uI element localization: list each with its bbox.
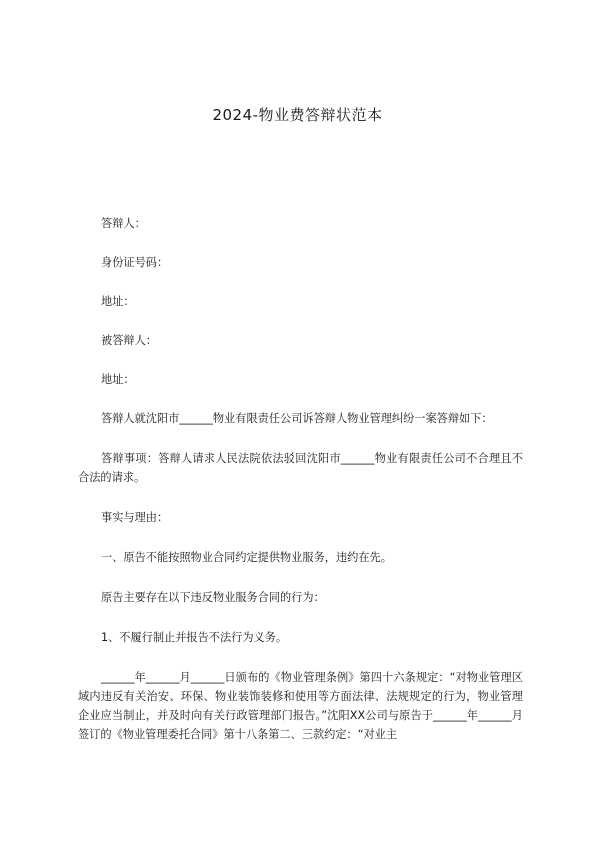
document-title: 2024-物业费答辩状范本 [212, 106, 383, 124]
paragraph-facts-heading: 事实与理由： [101, 511, 169, 524]
paragraph-respondent: 答辩人： [101, 217, 146, 230]
paragraph-item-one: 1、不履行制止并报告不法行为义务。 [101, 631, 288, 644]
paragraph-address: 地址： [101, 295, 135, 308]
paragraph-claims: 答辩事项：答辩人请求人民法院依法驳回沈阳市______物业有限责任公司不合理且不合法的请求。 [78, 452, 523, 484]
paragraph-regulation: ______年______月______日颁布的《物业管理条例》第四十六条规定：“对物业管理区域内违反有关治安、环保、物业装饰装修和使用等方面法律、法规规定的行为，物业管理企业应当制止，并及时向有关行政管理部门报告。”沈阳XX公司与原告于______年______月签订的《物业管理委托合同》第十八条第二、三款约定：“对业主 [78, 671, 523, 741]
paragraph-violations-intro: 原告主要存在以下违反物业服务合同的行为： [101, 591, 325, 604]
paragraph-plaintiff-address: 地址： [101, 373, 135, 386]
paragraph-id-number: 身份证号码： [101, 256, 169, 269]
paragraph-intro: 答辩人就沈阳市______物业有限责任公司诉答辩人物业管理纠纷一案答辩如下： [101, 412, 493, 425]
paragraph-point-one: 一、原告不能按照物业合同约定提供物业服务，违约在先。 [101, 551, 392, 564]
paragraph-plaintiff: 被答辩人： [101, 334, 157, 347]
document-body [78, 214, 523, 744]
